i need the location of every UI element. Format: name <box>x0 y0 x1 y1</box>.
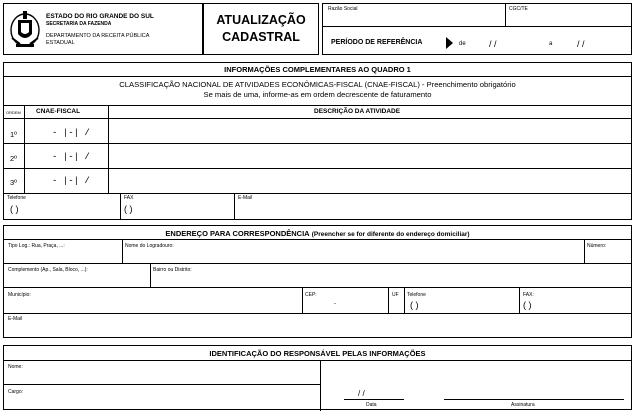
row-3-description-field[interactable] <box>110 170 630 192</box>
razao-social-label: Razão Social <box>328 6 358 12</box>
row-3-cnae-field[interactable]: - |-| / <box>52 176 90 186</box>
cep-label: CEP: <box>305 292 317 298</box>
cnae-column-header: CNAE-FISCAL <box>36 108 81 115</box>
email-field[interactable] <box>236 201 628 217</box>
correspondence-address-section <box>3 225 632 338</box>
address-telefone-field[interactable]: ( ) <box>410 300 419 310</box>
cep-field[interactable]: - <box>334 301 336 307</box>
address-title-wrap <box>4 229 631 238</box>
cnae-title: CLASSIFICAÇÃO NACIONAL DE ATIVIDADES ECONÔMICAS-FISCAL (CNAE-FISCAL) - Preenchimento obrigatório <box>119 80 516 89</box>
period-end-date[interactable]: / / <box>577 39 585 49</box>
email-label: E-Mail <box>238 195 253 201</box>
address-title: ENDEREÇO PARA CORRESPONDÊNCIA <box>165 229 310 238</box>
complementary-info-section <box>3 62 632 220</box>
taxpayer-info-box <box>322 3 632 55</box>
complementary-info-title: INFORMAÇÕES COMPLEMENTARES AO QUADRO 1 <box>224 65 411 74</box>
period-start-date[interactable]: / / <box>489 39 497 49</box>
cnae-subtitle: Se mais de uma, informe-as em ordem decrescente de faturamento <box>203 90 432 99</box>
row-2-description-field[interactable] <box>110 145 630 167</box>
address-fax-field[interactable]: ( ) <box>523 300 532 310</box>
signature-field[interactable] <box>444 366 624 398</box>
municipio-label: Município: <box>8 292 31 298</box>
responsible-title: IDENTIFICAÇÃO DO RESPONSÁVEL PELAS INFORMAÇÕES <box>209 349 426 358</box>
period-de-label: de <box>459 41 466 47</box>
state-coat-of-arms-icon <box>8 8 42 50</box>
nome-field[interactable] <box>28 364 318 382</box>
form-title-box <box>203 3 319 55</box>
department-name: DEPARTAMENTO DA RECEITA PÚBLICA <box>46 33 150 39</box>
numero-label: Número: <box>587 243 607 249</box>
state-name: ESTADO DO RIO GRANDE DO SUL <box>46 13 154 20</box>
descricao-column-header: DESCRIÇÃO DA ATIVIDADE <box>314 108 401 115</box>
department-name-2: ESTADUAL <box>46 40 75 46</box>
nome-label: Nome: <box>8 364 23 370</box>
cargo-field[interactable] <box>28 388 318 406</box>
period-arrow-icon <box>446 37 453 49</box>
fax-label: FAX <box>124 195 134 201</box>
fax-field[interactable]: ( ) <box>124 204 133 214</box>
address-title-note: (Preencher se for diferente do endereço domiciliar) <box>311 231 470 238</box>
row-1-cnae-field[interactable]: - |-| / <box>52 128 90 138</box>
row-1-description-field[interactable] <box>110 120 630 142</box>
complemento-label: Complemento (Ap., Sala, Bloco, ...): <box>8 267 88 273</box>
assinatura-label: Assinatura <box>511 402 535 408</box>
data-label: Data <box>366 402 377 408</box>
bairro-label: Bairro ou Distrito: <box>153 267 192 273</box>
address-telefone-label: Telefone <box>407 292 426 298</box>
period-label: PERÍODO DE REFERÊNCIA <box>331 39 423 46</box>
row-2-cnae-field[interactable]: - |-| / <box>52 152 90 162</box>
header-logo-box <box>3 3 203 55</box>
address-email-label: E-Mail <box>8 316 23 322</box>
telefone-label: Telefone <box>7 195 26 201</box>
form-title-line-2: CADASTRAL <box>222 30 300 44</box>
ordem-column-header: ORDEM <box>6 110 21 115</box>
telefone-field[interactable]: ( ) <box>10 204 19 214</box>
responsible-section <box>3 345 632 410</box>
row-1-ordem: 1º <box>10 130 17 139</box>
signature-date-field[interactable]: / / <box>358 389 365 398</box>
uf-label: UF <box>392 292 399 298</box>
cargo-label: Cargo: <box>8 389 24 395</box>
address-email-field[interactable] <box>34 316 624 334</box>
tipo-logradouro-label: Tipo Log.: Rua, Praça, ...: <box>8 243 65 249</box>
logradouro-label: Nome do Logradouro: <box>125 243 174 249</box>
period-a-label: a <box>549 41 553 47</box>
secretary-name: SECRETARIA DA FAZENDA <box>46 21 112 27</box>
row-2-ordem: 2º <box>10 154 17 163</box>
form-title-line-1: ATUALIZAÇÃO <box>216 13 306 27</box>
cgc-label: CGC/TE <box>509 6 528 12</box>
address-fax-label: FAX: <box>523 292 534 298</box>
row-3-ordem: 3º <box>10 178 17 187</box>
